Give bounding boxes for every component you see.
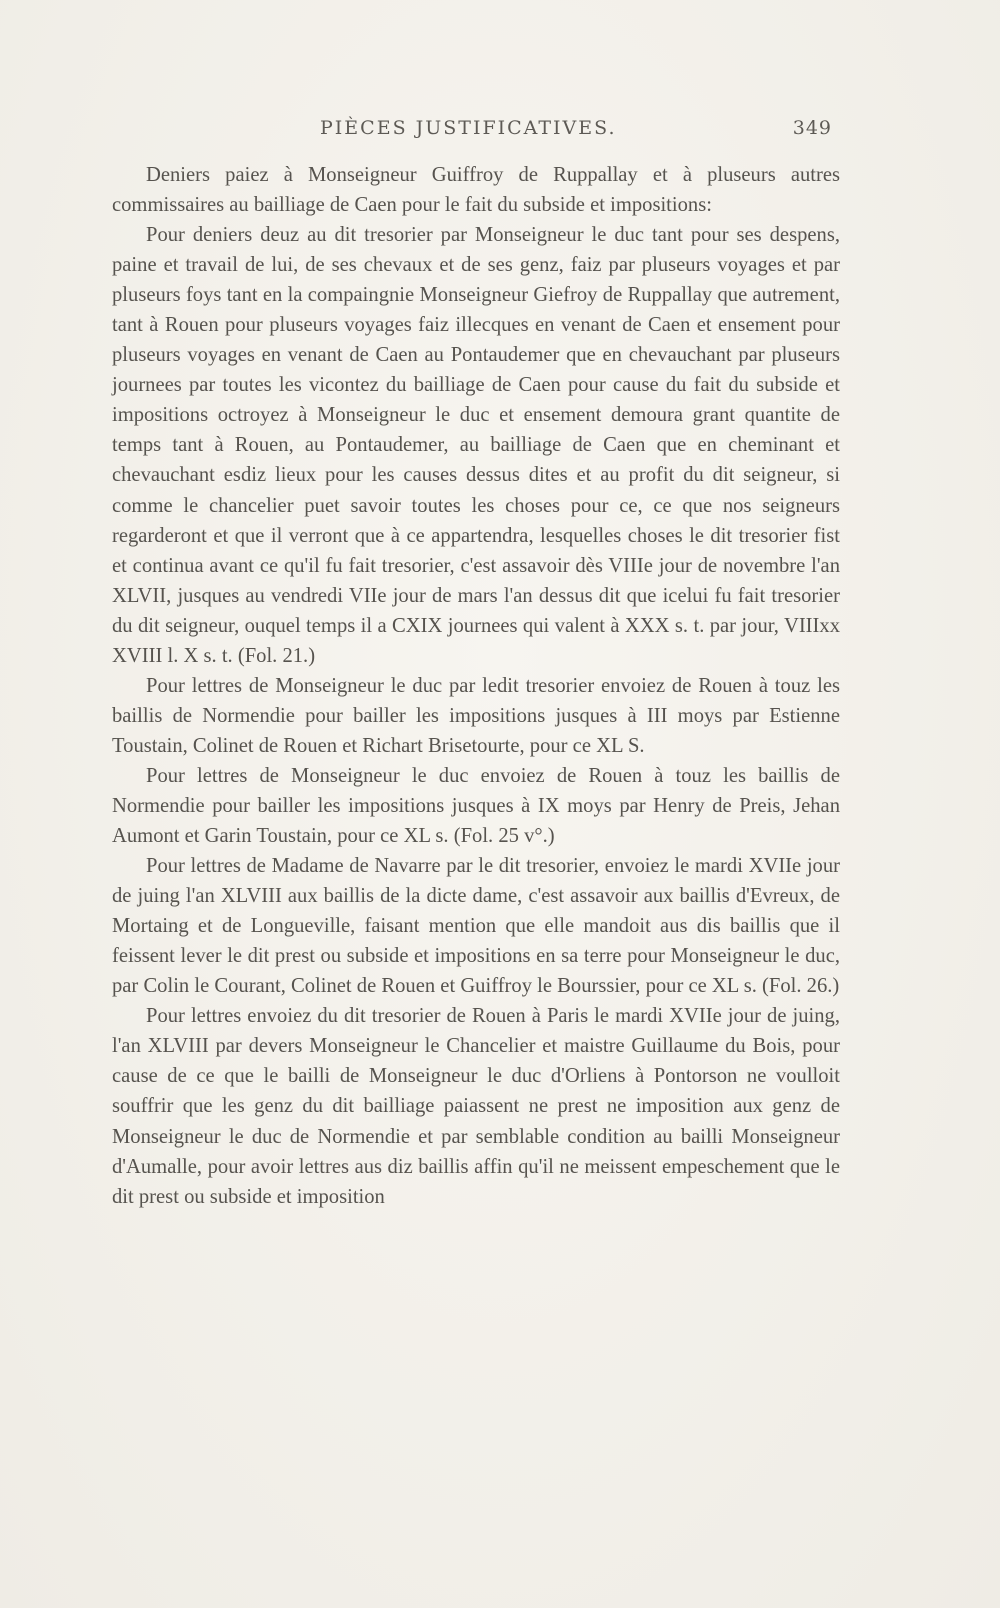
- body-text: [112, 160, 840, 1212]
- paragraph: Pour lettres envoiez du dit tresorier de Rouen à Paris le mardi XVIIe jour de juing, l'an XLVIII par devers Monseigneur le Chancelier et maistre Guillaume du Bois, pour cause de ce que le bailli de Monseigneur le duc d'Orliens à Pontorson ne voulloit souffrir que les genz du dit bailliage paiassent ne prest ne imposition aux genz de Monseigneur le duc de Normendie et par semblable condition au bailli Monseigneur d'Aumalle, pour avoir lettres aus diz baillis affin qu'il ne meissent empeschement que le dit prest ou subside et imposition: [112, 1005, 840, 1208]
- page-number: 349: [792, 117, 832, 139]
- running-title: PIÈCES JUSTIFICATIVES.: [320, 117, 617, 139]
- paragraph: Pour deniers deuz au dit tresorier par Monseigneur le duc tant pour ses despens, paine et travail de lui, de ses chevaux et de ses genz, faiz par pluseurs voyages et par pluseurs foys tant en la compaingnie Monseigneur Giefroy de Ruppallay que autrement, tant à Rouen pour pluseurs voyages faiz illecques en venant de Caen et ensement pour pluseurs voyages en venant de Caen au Pontaudemer que en chevauchant par pluseurs journees par toutes les vicontez du bailliage de Caen pour cause du fait du subside et impositions octroyez à Monseigneur le duc et ensement demoura grant quantite de temps tant à Rouen, au Pontaudemer, au bailliage de Caen que en cheminant et chevauchant esdiz lieux pour les causes dessus dites et au profit du dit seigneur, si comme le chancelier puet savoir toutes les choses pour ce, ce que nos seigneurs regarderont et que il verront que à ce appartendra, lesquelles choses le dit tresorier fist et continua avant ce qu'il fu fait tresorier, c'est assavoir dès VIIIe jour de novembre l'an XLVII, jusques au vendredi VIIe jour de mars l'an dessus dit que icelui fu fait tresorier du dit seigneur, ouquel temps il a CXIX journees qui valent à XXX s. t. par jour, VIIIxx XVIII l. X s. t. (Fol. 21.): [112, 224, 840, 667]
- paragraph: Pour lettres de Monseigneur le duc envoiez de Rouen à touz les baillis de Normendie pour bailler les impositions jusques à IX moys par Henry de Preis, Jehan Aumont et Garin Toustain, pour ce XL s. (Fol. 25 v°.): [112, 764, 840, 848]
- running-head: [115, 114, 832, 146]
- paragraph: Pour lettres de Madame de Navarre par le dit tresorier, envoiez le mardi XVIIe jour de juing l'an XLVIII aux baillis de la dicte dame, c'est assavoir aux baillis d'Evreux, de Mortaing et de Longueville, faisant mention que elle mandoit aus dis baillis que il feissent lever le dit prest ou subside et impositions en sa terre pour Monseigneur le duc, par Colin le Courant, Colinet de Rouen et Guiffroy le Bourssier, pour ce XL s. (Fol. 26.): [112, 855, 840, 998]
- paragraph: Pour lettres de Monseigneur le duc par ledit tresorier envoiez de Rouen à touz les baillis de Normendie pour bailler les impositions jusques à III moys par Estienne Toustain, Colinet de Rouen et Richart Brisetourte, pour ce XL S.: [112, 674, 840, 757]
- paragraph: Deniers paiez à Monseigneur Guiffroy de Ruppallay et à pluseurs autres commissaires au bailliage de Caen pour le fait du subside et impositions:: [112, 164, 840, 217]
